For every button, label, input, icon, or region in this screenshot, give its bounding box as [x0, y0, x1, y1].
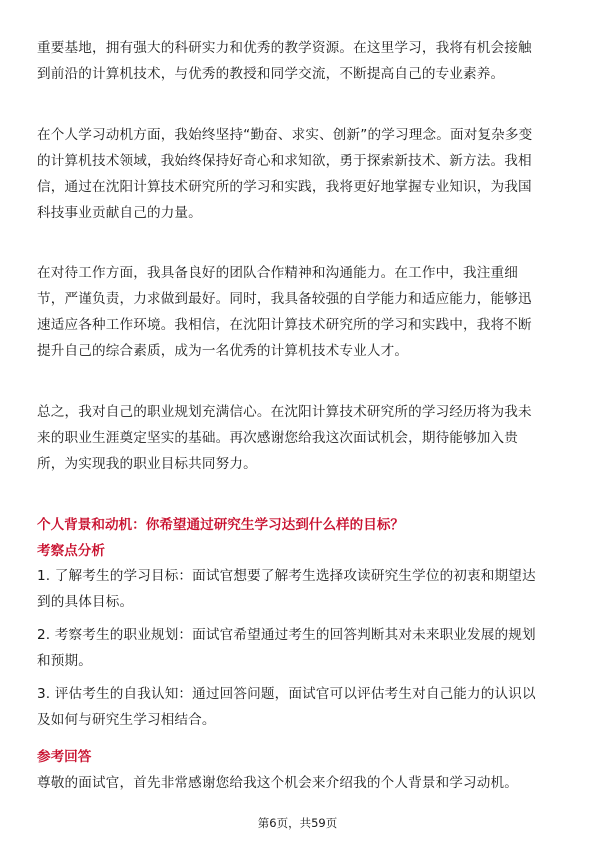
text-line: 所，为实现我的职业目标共同努力。	[37, 456, 257, 472]
text-line: 2. 考察考生的职业规划：面试官希望通过考生的回答判断其对未来职业发展的规划	[37, 627, 536, 643]
text-line: 及如何与研究生学习相结合。	[37, 712, 216, 728]
reference-answer-heading: 参考回答	[37, 749, 92, 765]
text-line: 重要基地，拥有强大的科研实力和优秀的教学资源。在这里学习，我将有机会接触	[37, 40, 532, 56]
text-line: 科技事业贡献自己的力量。	[37, 205, 202, 221]
body-paragraph-4	[37, 399, 559, 477]
body-paragraph-2	[37, 122, 559, 226]
text-line: 到的具体目标。	[37, 594, 134, 610]
text-line: 提升自己的综合素质，成为一名优秀的计算机技术专业人才。	[37, 343, 409, 359]
text-line: 来的职业生涯奠定坚实的基础。再次感谢您给我这次面试机会，期待能够加入贵	[37, 430, 519, 446]
analysis-item-1	[37, 563, 559, 615]
question-heading: 个人背景和动机：你希望通过研究生学习达到什么样的目标？	[37, 517, 405, 533]
text-line: 到前沿的计算机技术，与优秀的教授和同学交流，不断提高自己的专业素养。	[37, 66, 505, 82]
reference-answer-text	[37, 770, 559, 796]
text-line: 1. 了解考生的学习目标：面试官想要了解考生选择攻读研究生学位的初衷和期望达	[37, 568, 536, 584]
page-number-footer: 第6页，共59页	[257, 816, 338, 830]
body-paragraph-1	[37, 35, 559, 87]
text-line: 节，严谨负责，力求做到最好。同时，我具备较强的自学能力和适应能力，能够迅	[37, 291, 532, 307]
text-line: 3. 评估考生的自我认知：通过回答问题，面试官可以评估考生对自己能力的认识以	[37, 686, 536, 702]
body-paragraph-3	[37, 260, 559, 364]
text-line: 在个人学习动机方面，我始终坚持“勤奋、求实、创新”的学习理念。面对复杂多变	[37, 127, 533, 143]
text-line: 尊敬的面试官，首先非常感谢您给我这个机会来介绍我的个人背景和学习动机。	[37, 775, 519, 791]
text-line: 信，通过在沈阳计算技术研究所的学习和实践，我将更好地掌握专业知识，为我国	[37, 179, 532, 195]
analysis-item-3	[37, 681, 559, 733]
text-line: 总之，我对自己的职业规划充满信心。在沈阳计算技术研究所的学习经历将为我未	[37, 404, 532, 420]
text-line: 速适应各种工作环境。我相信，在沈阳计算技术研究所的学习和实践中，我将不断	[37, 317, 532, 333]
text-line: 的计算机技术领域，我始终保持好奇心和求知欲，勇于探索新技术、新方法。我相	[37, 153, 532, 169]
text-line: 在对待工作方面，我具备良好的团队合作精神和沟通能力。在工作中，我注重细	[37, 265, 519, 281]
text-line: 和预期。	[37, 653, 92, 669]
analysis-heading: 考察点分析	[37, 543, 105, 559]
analysis-item-2	[37, 622, 559, 674]
